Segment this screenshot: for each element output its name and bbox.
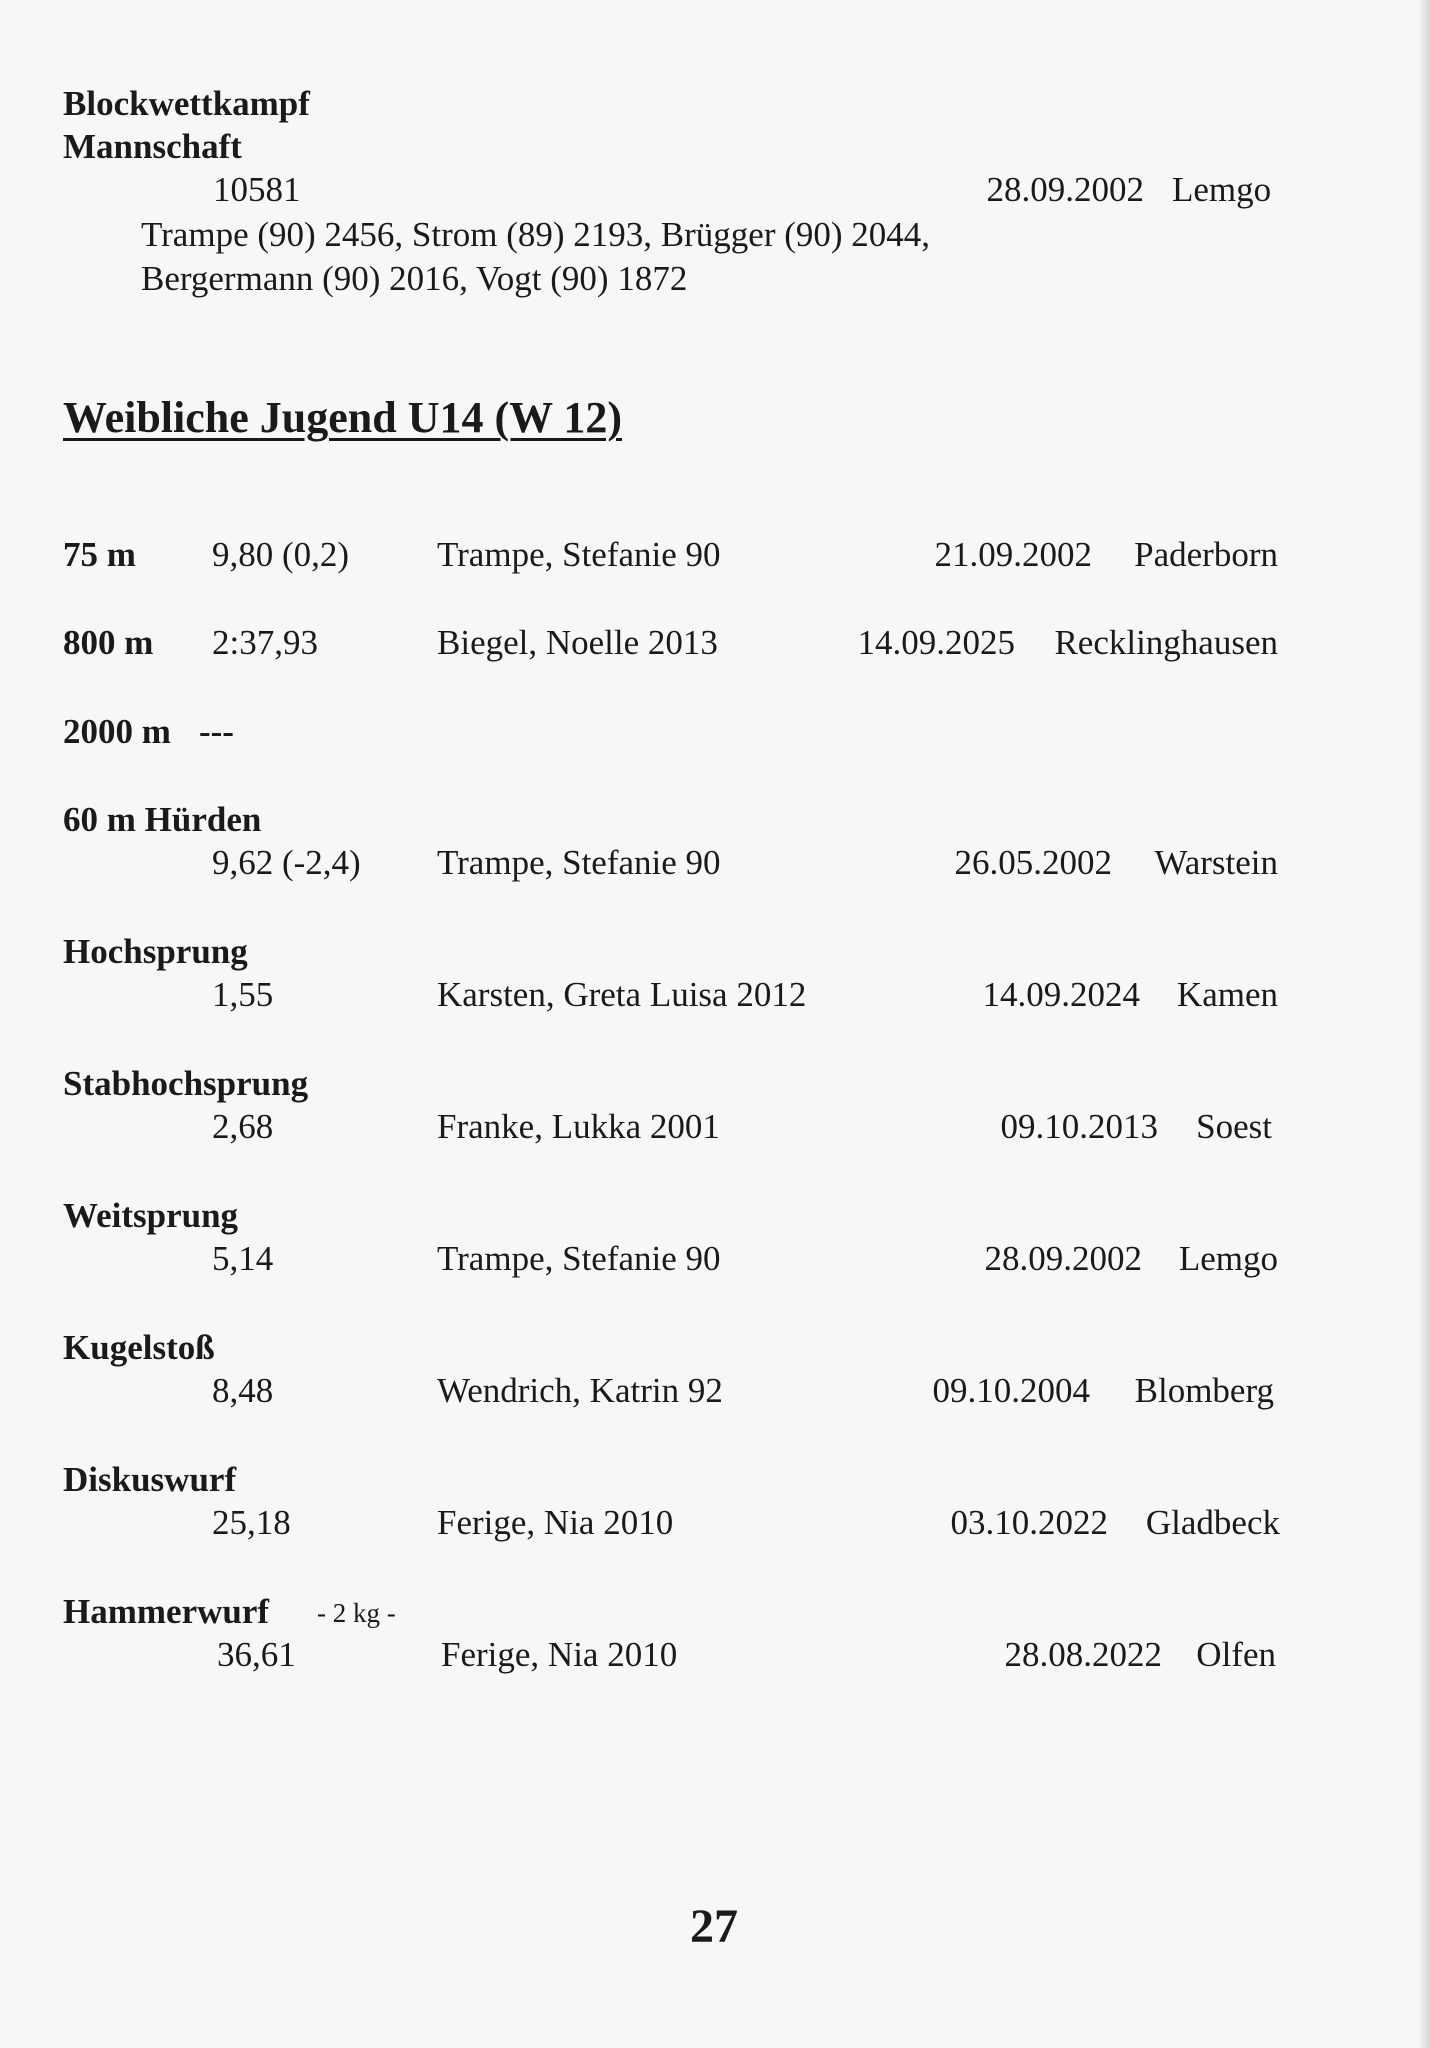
event-label: Stabhochsprung (63, 1064, 309, 1103)
block-result: 10581 (213, 170, 301, 209)
record-date: 03.10.2022 (950, 1503, 1108, 1542)
result-value: 1,55 (212, 975, 274, 1014)
record-place: Blomberg (1134, 1371, 1274, 1410)
result-value: 9,80 (0,2) (212, 535, 350, 574)
result-value: 2:37,93 (212, 623, 318, 662)
event-label: Hammerwurf (63, 1592, 270, 1631)
record-place: Olfen (1196, 1635, 1276, 1674)
result-value: 25,18 (212, 1503, 291, 1542)
record-date: 14.09.2024 (982, 975, 1140, 1014)
event-label: 60 m Hürden (63, 800, 262, 839)
page-edge (1420, 0, 1430, 2048)
record-place: Gladbeck (1145, 1503, 1280, 1542)
record-date: 21.09.2002 (934, 535, 1092, 574)
section-title: Weibliche Jugend U14 (W 12) (63, 393, 623, 442)
result-value: 5,14 (212, 1239, 274, 1278)
athlete-name: Franke, Lukka 2001 (437, 1107, 720, 1146)
athlete-name: Wendrich, Katrin 92 (437, 1371, 723, 1410)
block-date: 28.09.2002 (986, 170, 1144, 209)
record-date: 09.10.2004 (932, 1371, 1090, 1410)
block-title: Blockwettkampf (63, 84, 310, 123)
event-label: Hochsprung (63, 932, 248, 971)
result-value: 2,68 (212, 1107, 274, 1146)
athlete-name: Trampe, Stefanie 90 (437, 843, 721, 882)
athlete-name: Ferige, Nia 2010 (441, 1635, 678, 1674)
event-label: 800 m (63, 623, 154, 662)
record-date: 14.09.2025 (857, 623, 1015, 662)
athlete-name: Karsten, Greta Luisa 2012 (437, 975, 807, 1014)
record-date: 26.05.2002 (954, 843, 1112, 882)
result-value: 9,62 (-2,4) (212, 843, 361, 882)
event-label: Kugelstoß (63, 1328, 215, 1367)
event-label: 75 m (63, 535, 136, 574)
record-date: 28.09.2002 (984, 1239, 1142, 1278)
record-place: Recklinghausen (1054, 623, 1278, 662)
block-place: Lemgo (1172, 170, 1272, 209)
record-date: 28.08.2022 (1004, 1635, 1162, 1674)
record-place: Warstein (1154, 843, 1278, 882)
weight-note: - 2 kg - (317, 1598, 396, 1628)
block-members-line1: Trampe (90) 2456, Strom (89) 2193, Brügger (90) 2044, (141, 215, 931, 254)
result-value: 8,48 (212, 1371, 274, 1410)
record-place: Kamen (1176, 975, 1278, 1014)
record-date: 09.10.2013 (1000, 1107, 1158, 1146)
athlete-name: Trampe, Stefanie 90 (437, 535, 721, 574)
athlete-name: Ferige, Nia 2010 (437, 1503, 674, 1542)
result-value: 36,61 (217, 1635, 296, 1674)
page-number: 27 (690, 1900, 738, 1953)
event-label: Diskuswurf (63, 1460, 237, 1499)
record-place: Paderborn (1134, 535, 1278, 574)
record-place: Lemgo (1178, 1239, 1278, 1278)
block-subtitle: Mannschaft (63, 127, 242, 166)
block-members-line2: Bergermann (90) 2016, Vogt (90) 1872 (141, 259, 688, 298)
athlete-name: Biegel, Noelle 2013 (437, 623, 718, 662)
event-label: 2000 m (63, 712, 171, 751)
athlete-name: Trampe, Stefanie 90 (437, 1239, 721, 1278)
result-value: --- (199, 712, 234, 751)
event-label: Weitsprung (63, 1196, 239, 1235)
record-place: Soest (1196, 1107, 1272, 1146)
